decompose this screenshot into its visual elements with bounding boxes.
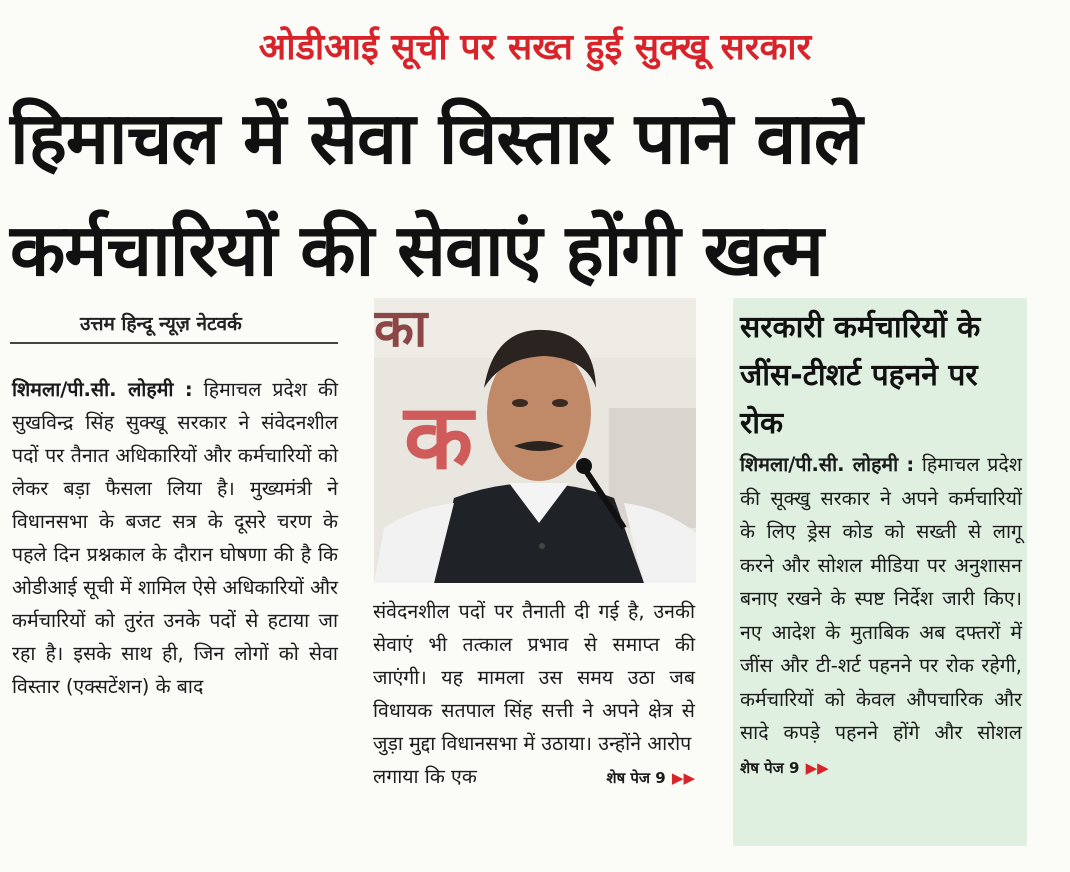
sidebar-box [733, 298, 1027, 846]
story-column-2 [373, 595, 695, 795]
chief-minister-photo [374, 298, 696, 583]
story-column-1 [12, 373, 338, 703]
byline-divider [10, 342, 338, 344]
headline-line-2: कर्मचारियों की सेवाएं होंगी खत्म [10, 208, 823, 292]
column-2-text: संवेदनशील पदों पर तैनाती दी गई है, उनकी सेवाएं भी तत्काल प्रभाव से समाप्त की जाएंगी। यह मामला उस समय उठा जब विधायक सतपाल सिंह सत्ती ने अपने क्षेत्र से जुड़ा मुद्दा विधानसभा में उठाया। उन्होंने आरोप [373, 600, 695, 755]
kicker-headline: ओडीआई सूची पर सख्त हुई सुक्खू सरकार [258, 27, 812, 68]
main-headline [10, 82, 1060, 306]
svg-text:क: क [404, 385, 474, 490]
sidebar-continued-marker[interactable] [740, 755, 829, 778]
previous-text-cutoff [0, 0, 1070, 14]
continued-marker[interactable] [606, 760, 695, 795]
continued-label: शेष पेज 9 [606, 769, 666, 787]
headline-line-1: हिमाचल में सेवा विस्तार पाने वाले [10, 96, 862, 180]
dateline: शिमला/पी.सी. लोहमी : [12, 378, 193, 401]
svg-text:का: का [374, 299, 428, 359]
column-1-text: हिमाचल प्रदेश की सुखविन्द्र सिंह सुक्खू सरकार ने संवेदनशील पदों पर तैनात अधिकारियों और कर्मचारियों को लेकर बड़ा फैसला लिया है। मुख्यमंत्री ने विधानसभा के बजट सत्र के दूसरे चरण के पहले दिन प्रश्नकाल के दौरान घोषणा की है कि ओडीआई सूची में शामिल ऐसे अधिकारियों और कर्मचारियों को तुरंत उनके पदों से हटाया जा रहा है। इसके साथ ही, जिन लोगों को सेवा विस्तार (एक्सटेंशन) के बाद [12, 378, 338, 698]
sidebar-continued-label: शेष पेज 9 [740, 758, 800, 777]
column-2-last-line [373, 760, 695, 793]
next-headline-cutoff [0, 852, 1070, 872]
double-right-arrow-icon: ▶▶ [671, 769, 695, 787]
sidebar-headline: सरकारी कर्मचारियों के जींस-टीशर्ट पहनने पर रोक [740, 310, 981, 441]
sidebar-body [740, 448, 1022, 785]
sidebar-text: हिमाचल प्रदेश की सूक्खु सरकार ने अपने कर्मचारियों के लिए ड्रेस कोड को सख्ती से लागू करने और सोशल मीडिया पर अनुशासन बनाए रखने के स्पष्ट निर्देश जारी किए। नए आदेश के मुताबिक अब दफ्तरों में जींस और टी-शर्ट पहनने पर रोक रहेगी, कर्मचारियों को केवल औपचारिक और सादे कपड़े पहनने होंगे और सोशल [740, 453, 1022, 744]
column-2-last-words: लगाया कि एक [373, 765, 477, 788]
double-right-arrow-icon: ▶▶ [805, 758, 829, 777]
sidebar-dateline: शिमला/पी.सी. लोहमी : [740, 453, 915, 476]
byline: उत्तम हिन्दू न्यूज़ नेटवर्क [80, 313, 242, 335]
